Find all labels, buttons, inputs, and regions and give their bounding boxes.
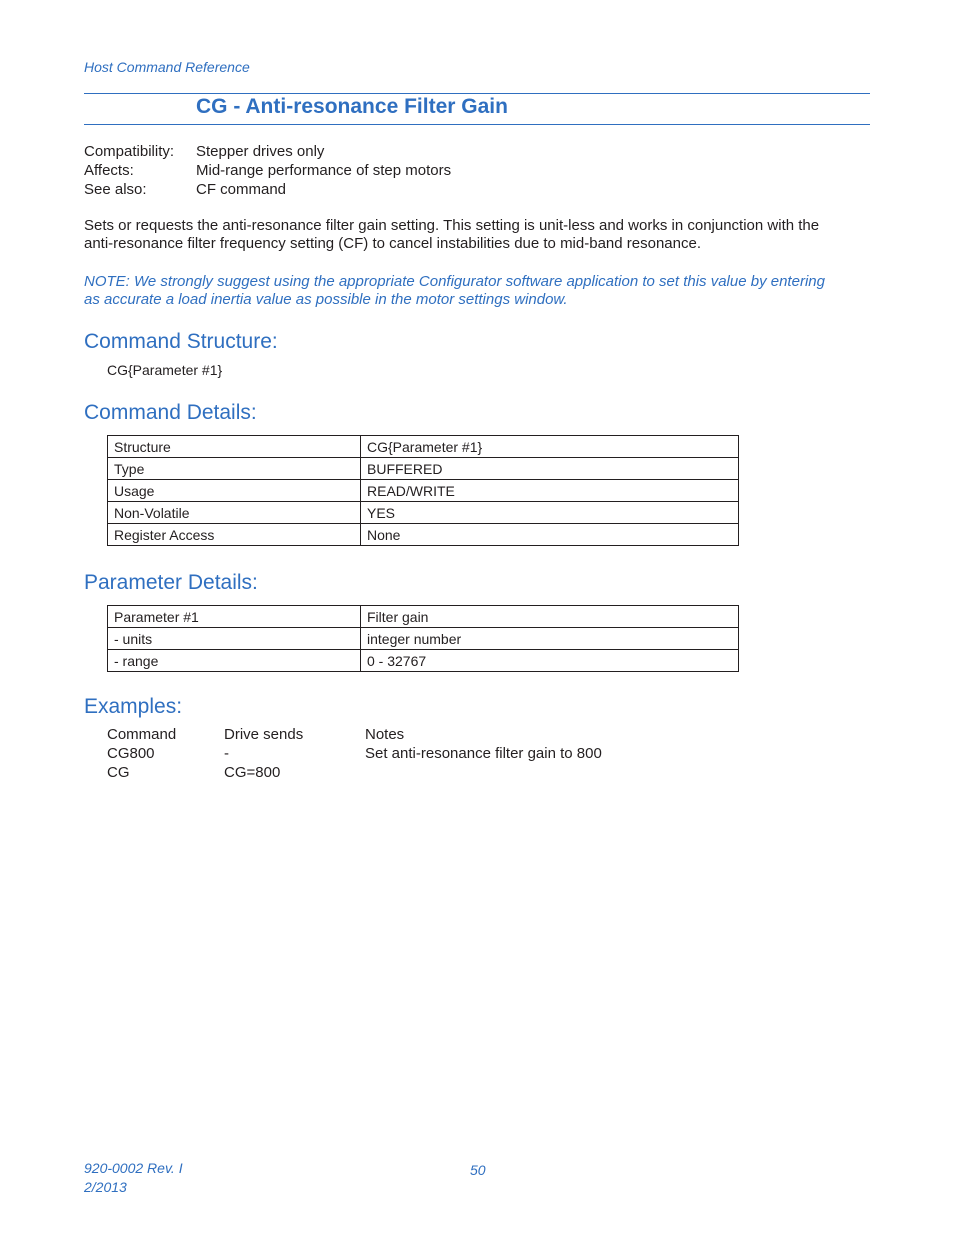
examples-header-row bbox=[107, 725, 602, 744]
meta-row-see-also bbox=[84, 180, 451, 199]
note-line: NOTE: We strongly suggest using the appropriate Configurator software application to set this value by entering bbox=[84, 273, 825, 290]
parameter-details-table bbox=[107, 605, 739, 672]
running-header: Host Command Reference bbox=[84, 59, 250, 75]
example-notes: Set anti-resonance filter gain to 800 bbox=[365, 745, 602, 762]
command-details-table bbox=[107, 435, 739, 546]
table-cell-value: YES bbox=[361, 502, 739, 524]
table-cell-value: integer number bbox=[361, 628, 739, 650]
table-cell-value: None bbox=[361, 524, 739, 546]
meta-label: See also: bbox=[84, 181, 147, 198]
meta-label: Compatibility: bbox=[84, 143, 175, 160]
table-cell-value: 0 - 32767 bbox=[361, 650, 739, 672]
table-row bbox=[108, 524, 739, 546]
table-row bbox=[108, 650, 739, 672]
example-command: CG800 bbox=[107, 745, 155, 762]
table-row bbox=[108, 606, 739, 628]
table-cell-value: BUFFERED bbox=[361, 458, 739, 480]
meta-value: Stepper drives only bbox=[196, 143, 325, 160]
table-cell-label: Parameter #1 bbox=[108, 606, 361, 628]
compatibility-block bbox=[84, 142, 451, 199]
description-line: anti-resonance filter frequency setting (CF) to cancel instabilities due to mid-band resonance. bbox=[84, 235, 701, 252]
table-cell-label: Non-Volatile bbox=[108, 502, 361, 524]
table-row bbox=[108, 458, 739, 480]
description-line: Sets or requests the anti-resonance filter gain setting. This setting is unit-less and works in conjunction with the bbox=[84, 217, 820, 234]
table-row bbox=[108, 436, 739, 458]
table-cell-label: Structure bbox=[108, 436, 361, 458]
meta-row-affects bbox=[84, 161, 451, 180]
table-cell-label: - range bbox=[108, 650, 361, 672]
section-heading-examples: Examples: bbox=[84, 695, 183, 718]
meta-value: CF command bbox=[196, 181, 287, 198]
example-row bbox=[107, 763, 602, 782]
table-cell-label: Usage bbox=[108, 480, 361, 502]
section-heading-parameters: Parameter Details: bbox=[84, 571, 258, 594]
examples-header-notes: Notes bbox=[365, 726, 405, 743]
footer-page-number: 50 bbox=[470, 1162, 486, 1178]
table-row bbox=[108, 480, 739, 502]
section-heading-structure: Command Structure: bbox=[84, 330, 278, 353]
title-rule-top bbox=[84, 93, 870, 94]
table-cell-value: CG{Parameter #1} bbox=[361, 436, 739, 458]
example-drive-sends: CG=800 bbox=[224, 764, 281, 781]
meta-row-compatibility bbox=[84, 142, 451, 161]
note-line: as accurate a load inertia value as possible in the motor settings window. bbox=[84, 291, 568, 308]
examples-header-drive-sends: Drive sends bbox=[224, 726, 304, 743]
section-heading-details: Command Details: bbox=[84, 401, 257, 424]
note-paragraph bbox=[84, 273, 870, 309]
footer-date: 2/2013 bbox=[84, 1179, 127, 1195]
table-cell-label: Register Access bbox=[108, 524, 361, 546]
description-paragraph bbox=[84, 217, 870, 253]
table-cell-label: - units bbox=[108, 628, 361, 650]
examples-block bbox=[107, 725, 602, 782]
table-row bbox=[108, 628, 739, 650]
table-row bbox=[108, 502, 739, 524]
example-row bbox=[107, 744, 602, 763]
table-cell-value: READ/WRITE bbox=[361, 480, 739, 502]
title-rule-bottom bbox=[84, 124, 870, 125]
meta-label: Affects: bbox=[84, 162, 134, 179]
meta-value: Mid-range performance of step motors bbox=[196, 162, 452, 179]
command-structure-text: CG{Parameter #1} bbox=[107, 362, 223, 378]
examples-header-command: Command bbox=[107, 726, 177, 743]
table-cell-value: Filter gain bbox=[361, 606, 739, 628]
footer-doc-info bbox=[84, 1159, 183, 1197]
example-command: CG bbox=[107, 764, 130, 781]
example-drive-sends: - bbox=[224, 745, 229, 762]
footer-doc-number: 920-0002 Rev. I bbox=[84, 1160, 183, 1176]
table-cell-label: Type bbox=[108, 458, 361, 480]
page-title: CG - Anti-resonance Filter Gain bbox=[196, 95, 508, 118]
